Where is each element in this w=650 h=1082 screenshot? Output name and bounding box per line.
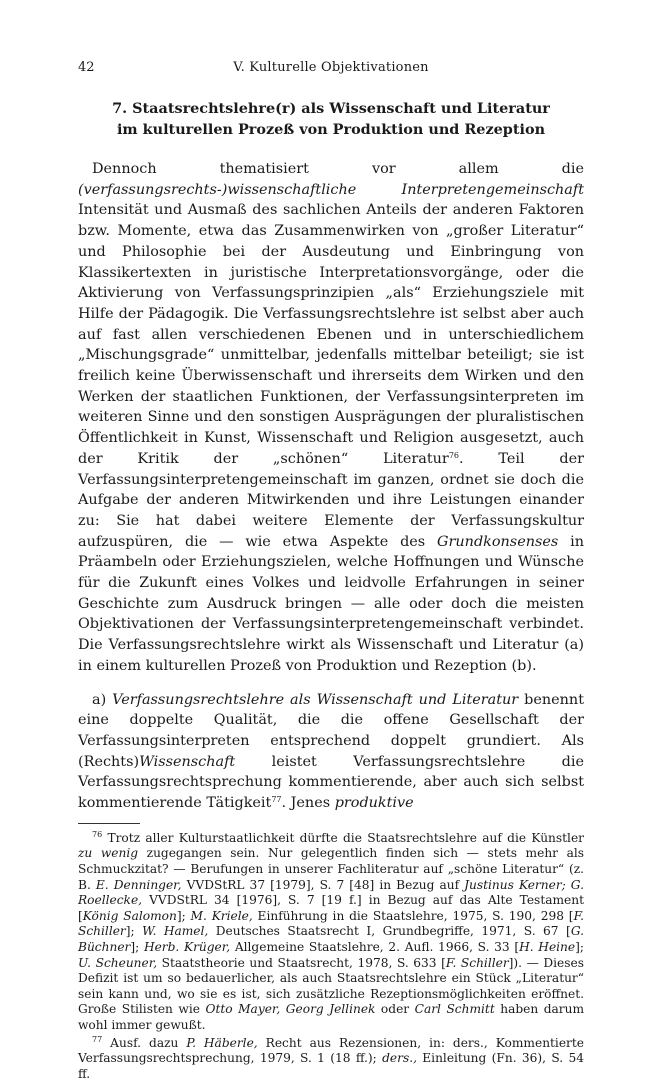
text-run: a) [92, 691, 113, 708]
text-run: Ausf. dazu [102, 1035, 187, 1050]
page-number: 42 [78, 60, 95, 75]
italic-run: U. Scheuner, [78, 955, 158, 970]
footnote-ref-77[interactable]: 77 [271, 795, 282, 805]
text-run: benennt eine doppelte Qualität, die die offene Gesellschaft der Verfassungsinterpreten entsprechend doppelt grundiert. Als (Rechts) [78, 691, 584, 770]
italic-run: F. Schiller [445, 955, 509, 970]
text-run: ]; [125, 924, 143, 939]
italic-run: Wissenschaft [139, 753, 236, 770]
italic-run: ders., [382, 1051, 417, 1066]
text-run: zugegangen sein. Nur gelegentlich finden sich — stets mehr als Schmuckzitat? — Berufungen in unserer Fachliteratur auf „schöne Literatur“ (z. B. [78, 846, 585, 892]
text-run: Staatstheorie und Staatsrecht, 1978, S. 633 [ [157, 955, 446, 970]
italic-run: Justinus Kerner; G. Roellecke, [78, 877, 584, 908]
italic-run: Otto Mayer, Georg Jellinek [205, 1002, 376, 1017]
text-run: Deutsches Staatsrecht I, Grundbegriffe, 1971, S. 67 [ [208, 924, 571, 939]
text-run: Dennoch thematisiert vor allem die [92, 161, 584, 177]
italic-run: F. Schiller [78, 908, 584, 939]
italic-run: König Salomon [82, 908, 177, 923]
italic-run: Grundkonsenses [437, 533, 559, 550]
italic-run: Carl Schmitt [414, 1002, 495, 1017]
book-page [78, 60, 584, 1082]
italic-run: P. Häberle, [186, 1035, 258, 1050]
text-run: Recht aus Rezensionen, in: ders., Kommentierte Verfassungsrechtsprechung, 1979, S. 1 (18 ff.); [78, 1035, 584, 1066]
text-run: . Jenes [281, 795, 335, 812]
italic-run: W. Hamel, [142, 924, 209, 939]
italic-run: E. Denninger, [95, 877, 182, 892]
italic-run: produktive [334, 795, 414, 812]
italic-run: Verfassungsrechtslehre als Wissenschaft und Literatur [112, 691, 519, 708]
paragraph-1 [78, 159, 584, 677]
text-run: oder [375, 1002, 415, 1017]
footnote-divider [78, 823, 140, 824]
footnote-76 [78, 831, 584, 1034]
text-run: ]). — Dieses Defizit ist um so bedauerlicher, als auch Staatsrechtslehre ein Stück „Literatur“ sein kann und, wo sie es ist, sich zusätzliche Rezeptionsmöglichkeiten eröffnet. Große Stilisten wie [78, 955, 584, 1017]
text-run: Einführung in die Staatslehre, 1975, S. 190, 298 [ [252, 908, 574, 923]
footnote-mark: 77 [92, 1034, 103, 1044]
text-run: in Präambeln oder Erziehungszielen, welche Hoffnungen und Wünsche für die Zukunft eines Volkes und leidvolle Erfahrungen in seiner Geschichte zum Ausdruck bringen — alle oder doch die meisten Objektivationen der Verfassungsinterpretengemeinschaft verbindet. Die Verfassungsrechtslehre wirkt als Wissenschaft und Literatur (a) in einem kulturellen Prozeß von Produktion und Rezeption (b). [78, 533, 584, 674]
section-heading [78, 98, 584, 140]
paragraph-2 [78, 690, 584, 814]
text-run: haben darum wohl immer gewußt. [78, 1002, 584, 1032]
text-run: ]; [176, 908, 191, 923]
text-run: leistet Verfassungsrechtslehre die Verfassungsrechtsprechung kommentierende, aber auch sich selbst kommentierende Tätigkeit [78, 753, 584, 812]
text-run: Intensität und Ausmaß des sachlichen Anteils der anderen Faktoren bzw. Momente, etwa das Zusammenwirken von „großer Literatur“ und Philosophie bei der Ausdeutung und Einbringung von Klassikertexten in juristische Interpretationsvorgänge, oder die Aktivierung von Verfassungsprinzipien „als“ Erziehungsziele mit Hilfe der Pädagogik. Die Verfassungsrechtslehre ist selbst aber auch auf fast allen verschiedenen Ebenen und in unterschiedlichem „Mischungsgrade“ unmittelbar, jedenfalls mittelbar beteiligt; sie ist freilich keine Überwissenschaft und ihrerseits dem Wirken und den Werken der staatlichen Funktionen, der Verfassungsinterpreten im weiteren Sinne und den sonstigen Ausprägungen der pluralistischen Öffentlichkeit in Kunst, Wissenschaft und Religion ausgesetzt, auch der Kritik der „schönen“ Literatur [78, 202, 584, 467]
body-text [78, 159, 584, 814]
footnote-mark: 76 [92, 829, 103, 839]
italic-run: M. Kriele, [190, 908, 253, 923]
running-header [78, 60, 584, 80]
footnotes [78, 831, 584, 1082]
text-run: ]; [130, 939, 144, 954]
italic-run: H. Heine [519, 939, 576, 954]
text-run: VVDStRL 34 [1976], S. 7 [19 f.] in Bezug auf das Alte Testament [ [78, 893, 584, 923]
text-run: ]; [575, 939, 584, 954]
text-run: . Teil der Verfassungsinterpretengemeinschaft im ganzen, ordnet sie doch die Aufgabe der anderen Mitwirkenden und ihre Leistungen einander zu: Sie hat dabei weitere Elemente der Verfassungskultur aufzuspüren, die — wie etwa Aspekte des [78, 450, 584, 550]
italic-run: zu wenig [78, 846, 139, 861]
italic-run: G. Büchner [78, 924, 584, 954]
italic-run: Herb. Krüger, [143, 939, 231, 954]
footnote-77 [78, 1036, 584, 1082]
section-heading-line-2: im kulturellen Prozeß von Produktion und Rezeption [116, 121, 546, 138]
footnote-ref-76[interactable]: 76 [448, 450, 460, 460]
section-heading-line-1: 7. Staatsrechtslehre(r) als Wissenschaft und Literatur [112, 100, 550, 117]
text-run: Trotz aller Kulturstaatlichkeit dürfte die Staatsrechtslehre auf die Künstler [102, 830, 584, 845]
italic-run: (verfassungsrechts-)wissenschaftliche Interpretengemeinschaft [78, 181, 584, 198]
running-title: V. Kulturelle Objektivationen [233, 60, 429, 75]
text-run: Einleitung (Fn. 36), S. 54 ff. [78, 1051, 584, 1081]
text-run: Allgemeine Staatslehre, 2. Aufl. 1966, S. 33 [ [230, 939, 520, 954]
text-run: VVDStRL 37 [1979], S. 7 [48] in Bezug auf [181, 877, 465, 892]
